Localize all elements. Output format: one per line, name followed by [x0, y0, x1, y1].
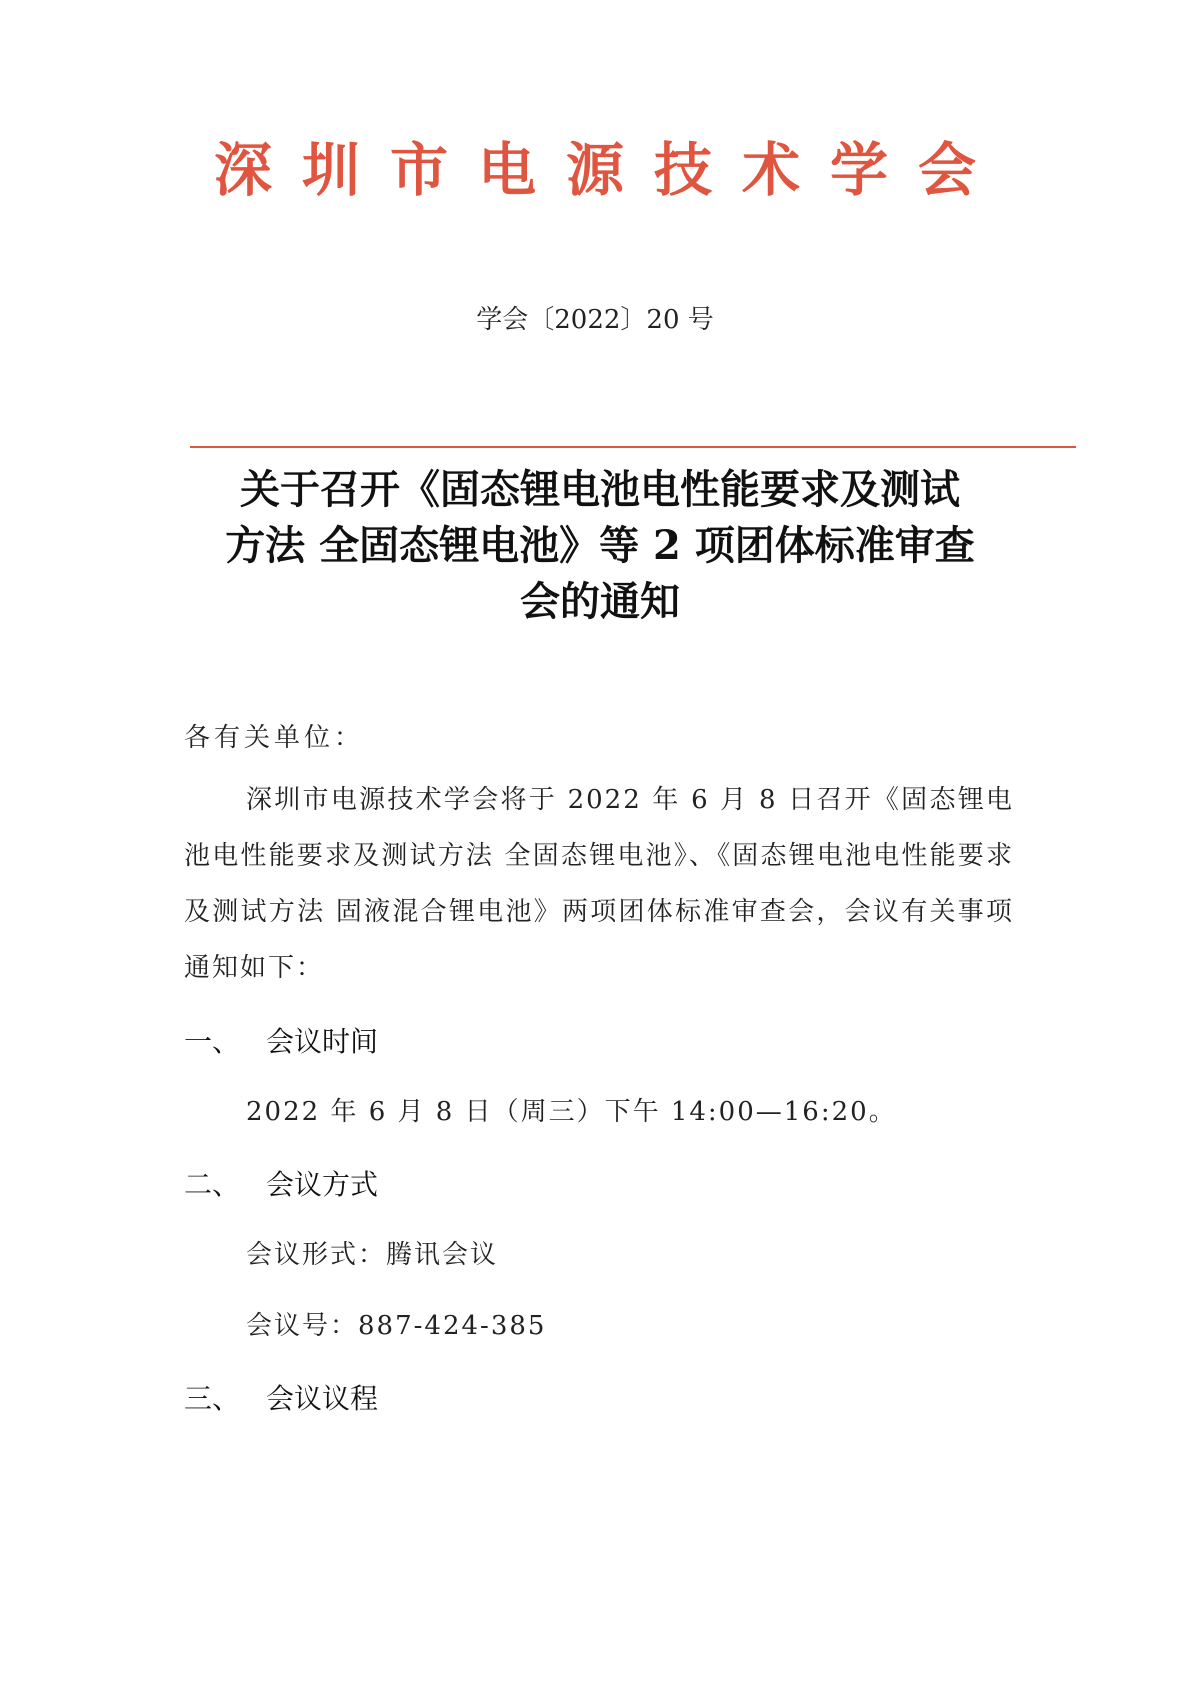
intro-paragraph: 深圳市电源技术学会将于 2022 年 6 月 8 日召开《固态锂电池电性能要求及测试方法 全固态锂电池》、《固态锂电池电性能要求及测试方法 固液混合锂电池》两项团体标准审查会，会议有关事项通知如下： — [184, 785, 1014, 983]
red-divider-line — [190, 446, 1076, 448]
title-line-1: 关于召开《固态锂电池电性能要求及测试 — [240, 466, 960, 513]
meeting-format-text: 会议形式：腾讯会议 — [246, 1240, 499, 1270]
meeting-time-text: 2022 年 6 月 8 日（周三）下午 14:00—16:20。 — [246, 1097, 897, 1127]
organization-name: 深圳市电源技术学会 — [213, 136, 1006, 204]
title-line-2: 方法 全固态锂电池》等 2 项团体标准审查 — [225, 522, 975, 569]
section-number: 三、 — [184, 1382, 241, 1415]
section-title: 会议方式 — [266, 1168, 379, 1201]
document-title — [180, 462, 1020, 630]
section-number: 二、 — [184, 1168, 241, 1201]
section-heading-method — [184, 1165, 378, 1205]
title-line-3: 会的通知 — [520, 578, 680, 625]
section-heading-time — [184, 1022, 378, 1062]
meeting-id-text: 会议号：887-424-385 — [246, 1311, 547, 1341]
section-title: 会议时间 — [266, 1025, 379, 1058]
document-number: 学会〔2022〕20 号 — [476, 305, 714, 335]
salutation: 各有关单位： — [184, 723, 365, 753]
section-title: 会议议程 — [266, 1382, 379, 1415]
section-number: 一、 — [184, 1025, 241, 1058]
section-heading-agenda — [184, 1379, 378, 1419]
